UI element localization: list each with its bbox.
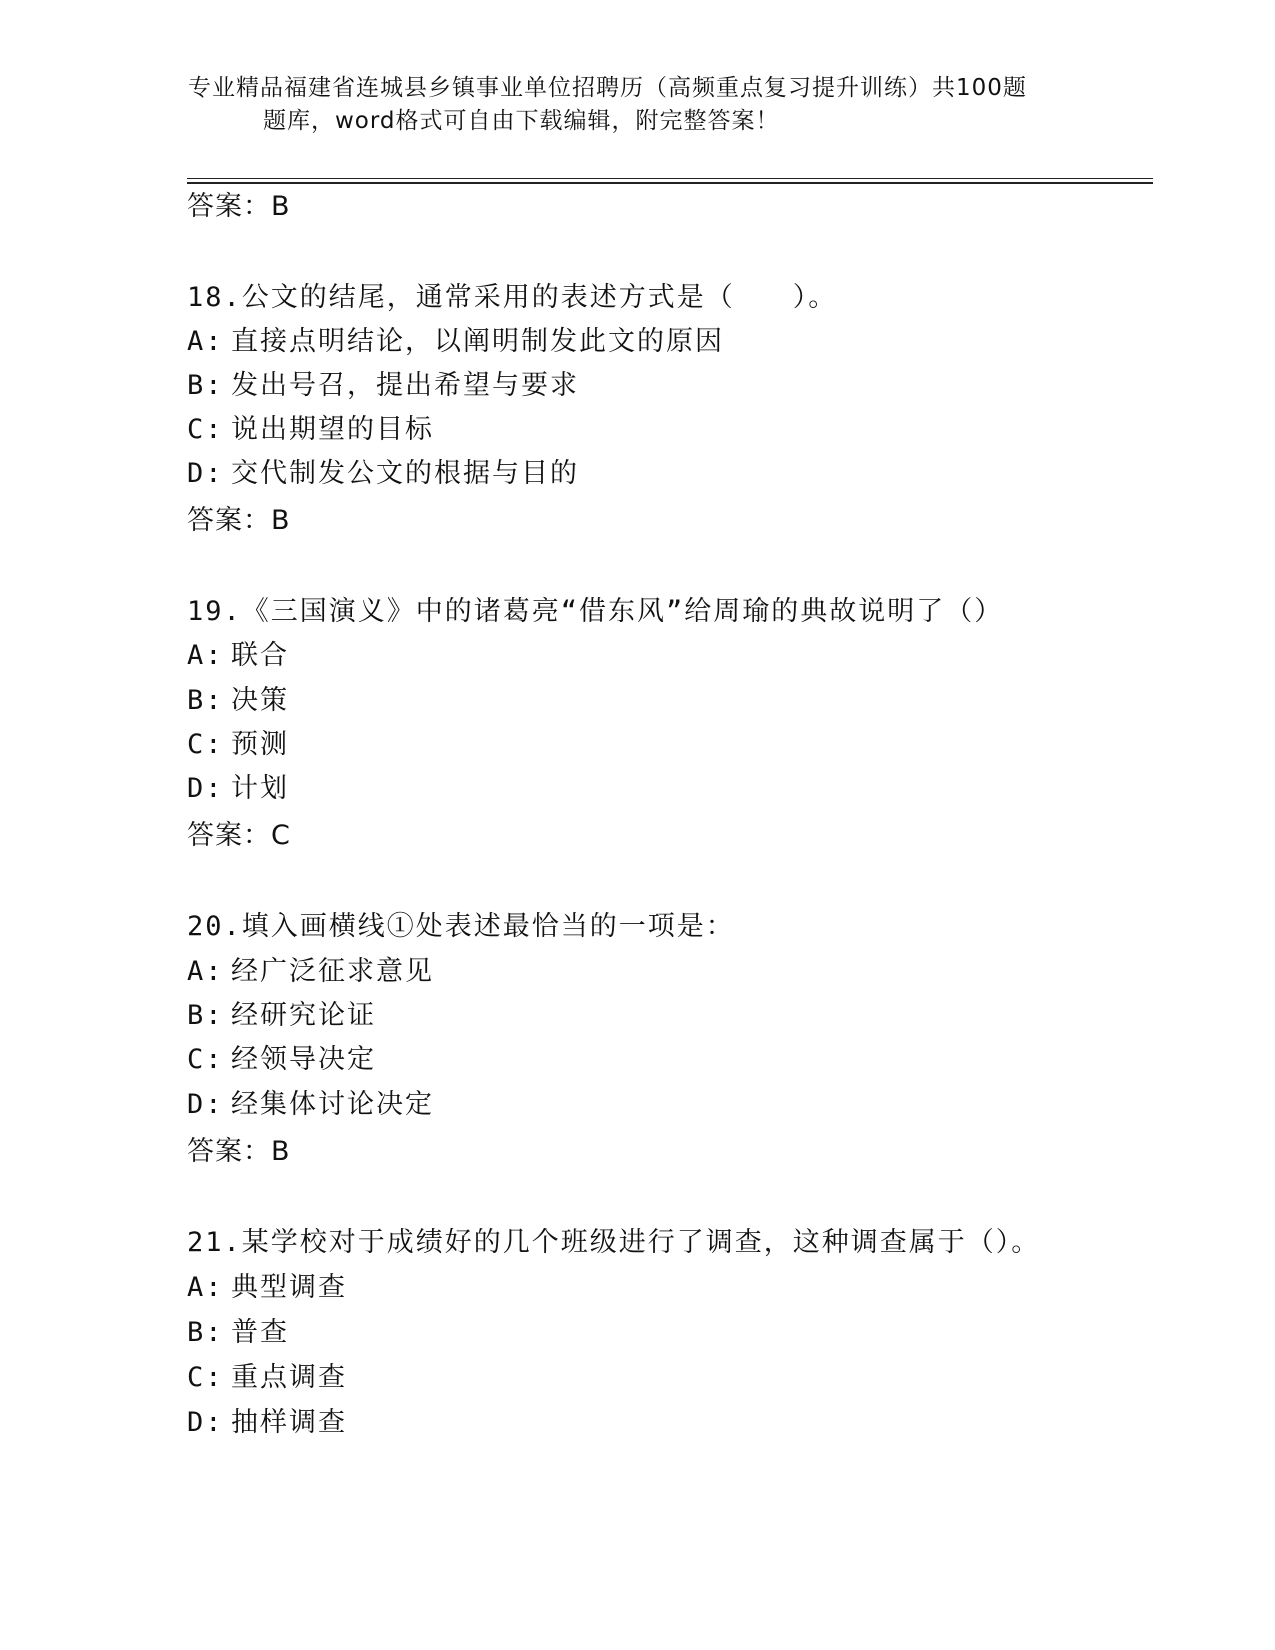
option-letter: A: <box>187 1272 224 1303</box>
option-21-b <box>187 1316 289 1350</box>
option-text: 重点调查 <box>231 1362 347 1393</box>
option-text: 经领导决定 <box>231 1044 376 1075</box>
option-text: 经研究论证 <box>231 1000 376 1031</box>
option-letter: C: <box>187 1044 224 1075</box>
option-18-a <box>187 325 724 359</box>
option-19-a <box>187 639 289 673</box>
option-text: 发出号召，提出希望与要求 <box>231 370 579 401</box>
answer-18: 答案：B <box>187 505 291 536</box>
answer-19: 答案：C <box>187 820 291 851</box>
option-20-c <box>187 1043 376 1077</box>
option-19-d <box>187 772 289 806</box>
option-letter: A: <box>187 326 224 357</box>
option-letter: B: <box>187 685 224 716</box>
question-18: 18.公文的结尾，通常采用的表述方式是（ ）。 <box>187 282 838 313</box>
header-divider-thin <box>187 178 1153 179</box>
answer-17: 答案：B <box>187 191 291 222</box>
option-19-b <box>187 684 289 718</box>
option-text: 交代制发公文的根据与目的 <box>231 458 579 489</box>
option-letter: C: <box>187 414 224 445</box>
option-text: 联合 <box>231 640 289 671</box>
option-19-c <box>187 728 289 762</box>
option-21-d <box>187 1406 347 1440</box>
option-18-d <box>187 457 579 491</box>
option-text: 计划 <box>231 773 289 804</box>
option-letter: A: <box>187 640 224 671</box>
option-18-b <box>187 369 579 403</box>
option-letter: A: <box>187 956 224 987</box>
option-text: 预测 <box>231 729 289 760</box>
document-header <box>188 72 1088 138</box>
option-20-b <box>187 999 376 1033</box>
question-21: 21.某学校对于成绩好的几个班级进行了调查，这种调查属于（）。 <box>187 1227 1041 1258</box>
option-20-d <box>187 1088 434 1122</box>
option-letter: B: <box>187 1317 224 1348</box>
option-letter: B: <box>187 370 224 401</box>
answer-20: 答案：B <box>187 1136 291 1167</box>
option-text: 普查 <box>231 1317 289 1348</box>
option-text: 直接点明结论，以阐明制发此文的原因 <box>231 326 724 357</box>
option-21-c <box>187 1361 347 1395</box>
option-letter: C: <box>187 1362 224 1393</box>
option-18-c <box>187 413 434 447</box>
option-text: 说出期望的目标 <box>231 414 434 445</box>
question-19: 19.《三国演义》中的诸葛亮“借东风”给周瑜的典故说明了（） <box>187 596 1004 627</box>
question-20: 20.填入画横线①处表述最恰当的一项是： <box>187 911 735 942</box>
option-text: 经广泛征求意见 <box>231 956 434 987</box>
option-letter: D: <box>187 1407 224 1438</box>
header-title-line2: 题库，word格式可自由下载编辑，附完整答案！ <box>263 108 780 134</box>
option-text: 抽样调查 <box>231 1407 347 1438</box>
option-text: 典型调查 <box>231 1272 347 1303</box>
option-21-a <box>187 1271 347 1305</box>
option-letter: C: <box>187 729 224 760</box>
option-letter: B: <box>187 1000 224 1031</box>
option-letter: D: <box>187 458 224 489</box>
option-text: 决策 <box>231 685 289 716</box>
option-letter: D: <box>187 773 224 804</box>
header-divider-thick <box>187 182 1153 184</box>
header-title-line1: 专业精品福建省连城县乡镇事业单位招聘历（高频重点复习提升训练）共100题 <box>188 75 1027 101</box>
option-letter: D: <box>187 1089 224 1120</box>
option-text: 经集体讨论决定 <box>231 1089 434 1120</box>
option-20-a <box>187 955 434 989</box>
